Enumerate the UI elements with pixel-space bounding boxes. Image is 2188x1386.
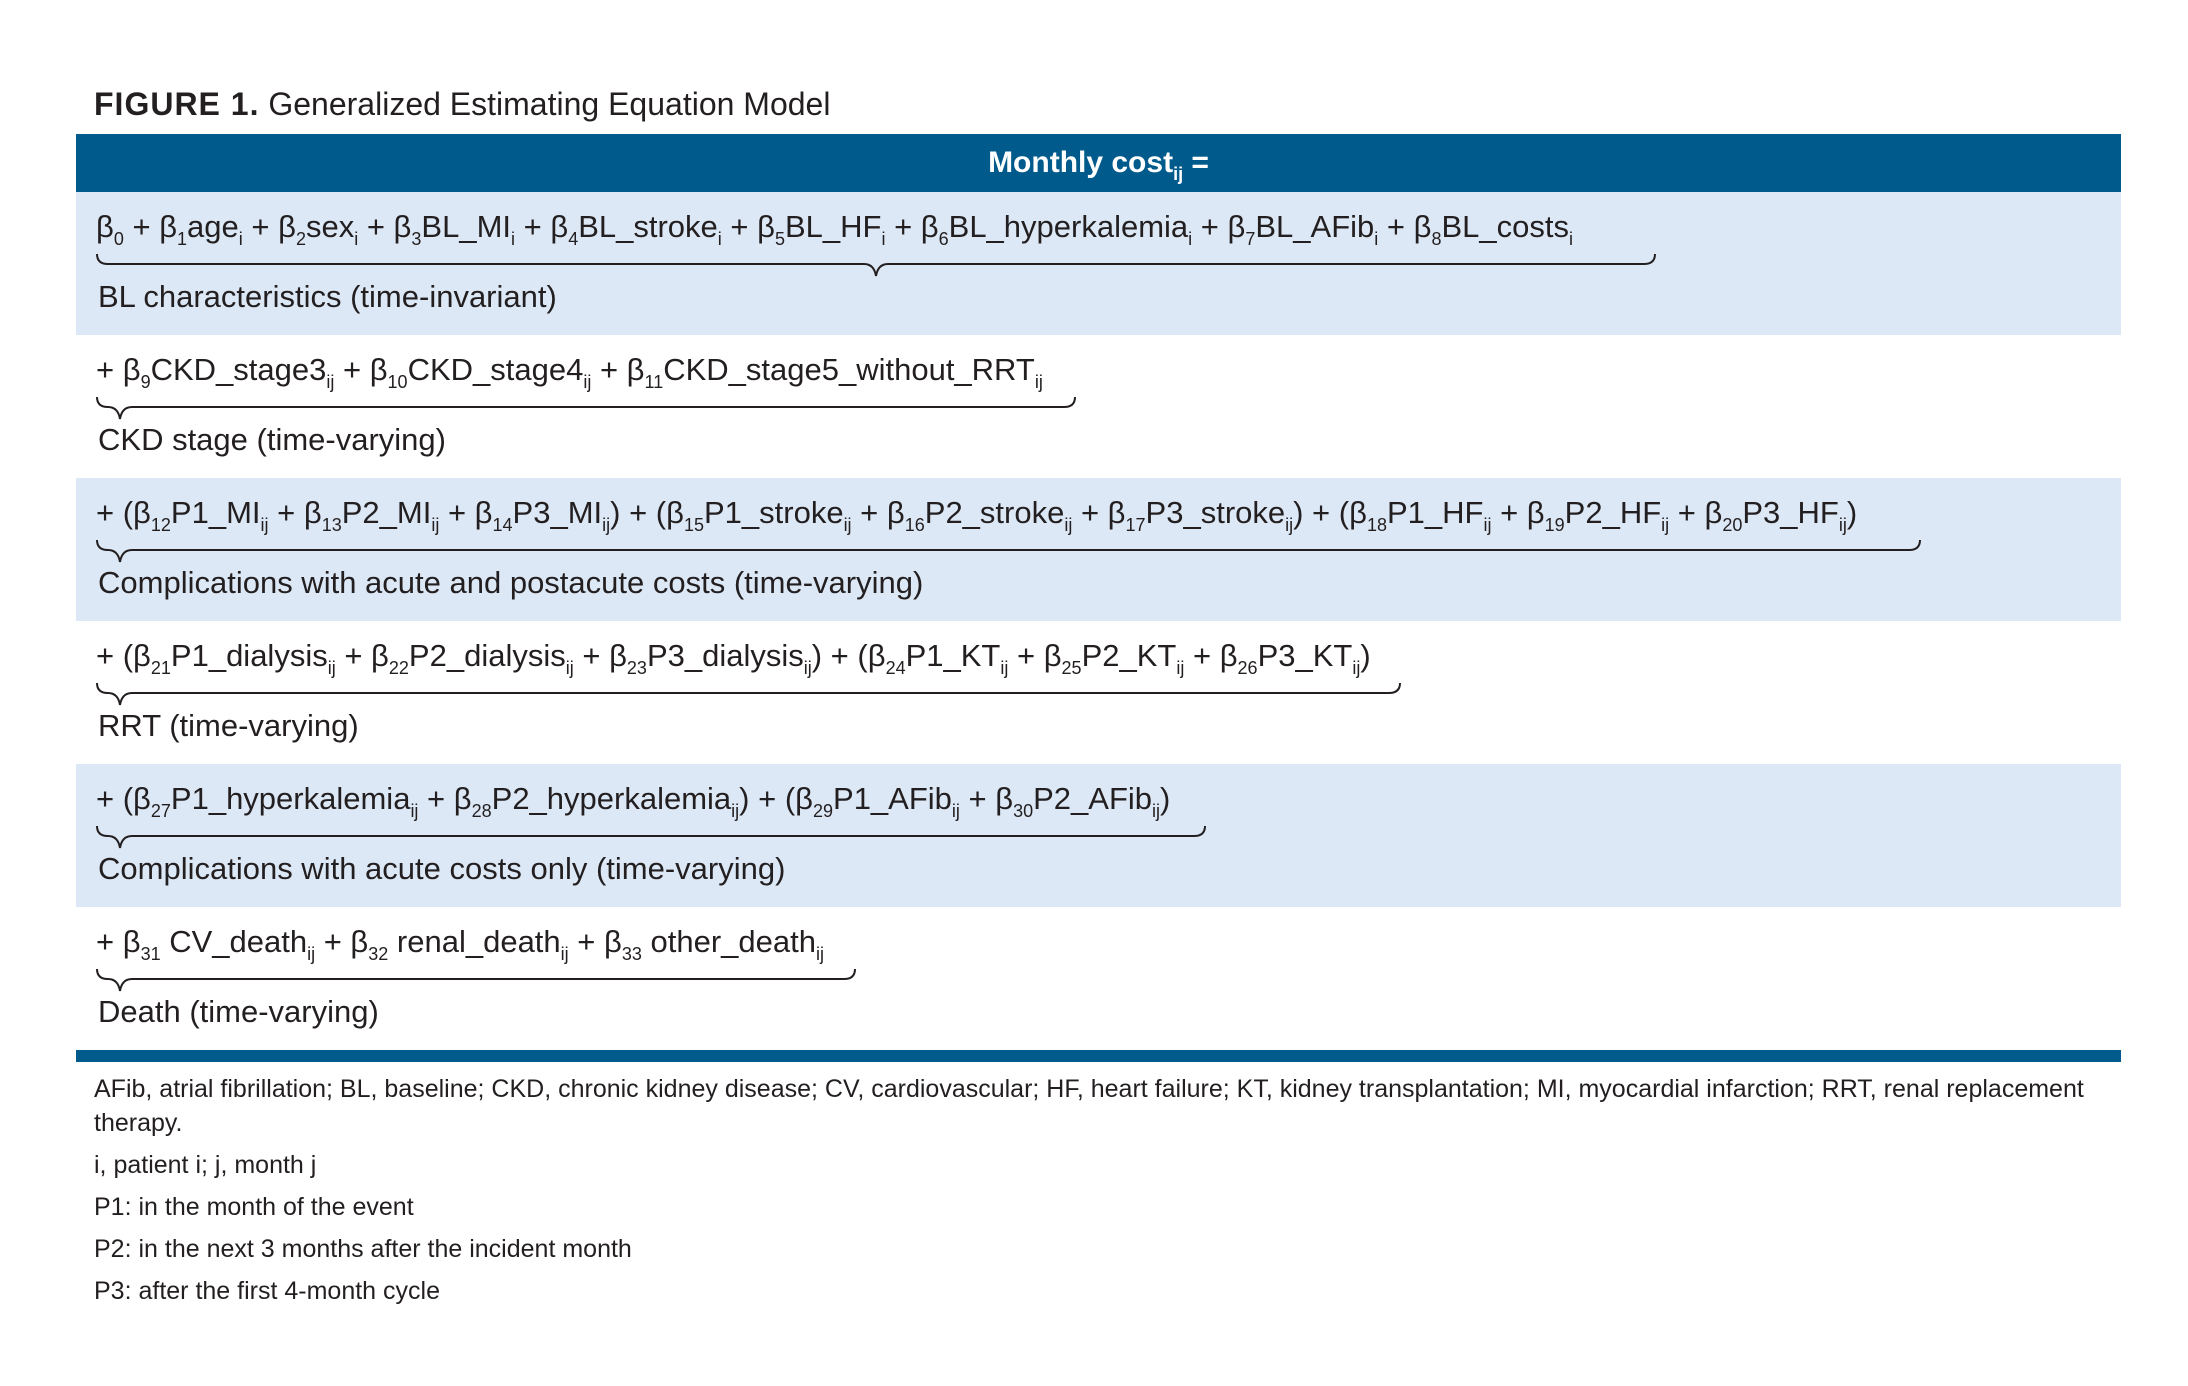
term-group-death [76, 907, 2121, 1050]
term-group-ckd-stage [76, 335, 2121, 478]
figure-label: FIGURE 1. [94, 86, 260, 122]
note-p3: P3: after the first 4-month cycle [94, 1277, 440, 1305]
note-p1: P1: in the month of the event [94, 1193, 414, 1221]
group-label: RRT (time-varying) [98, 708, 359, 743]
equation-line: + $\beta_{31}$ CV_death$_{ij}$ + $\beta_{32}$ renal_death$_{ij}$ + $\beta_{33}$ other_death$_{ij}$ [96, 924, 824, 964]
equation-line: + $\beta_9CKD\_stage3_{ij}$ + $\beta_{10}CKD\_stage4_{ij}$ + $\beta_{11}CKD\_stage5\_without\_RRT_{ij}$ [96, 352, 1043, 392]
header-suffix: = [1183, 146, 1209, 179]
bottom-rule [76, 1050, 2121, 1062]
figure-title [94, 84, 830, 124]
term-group-acute-only [76, 764, 2121, 907]
equation-header [76, 134, 2121, 192]
note-abbreviations: AFib, atrial fibrillation; BL, baseline; CKD, chronic kidney disease; CV, cardiovascular; HF, heart failure; KT, kidney transplantation; MI, myocardial infarction; RRT, renal replacement therapy. [94, 1075, 2084, 1137]
term-group-baseline [76, 192, 2121, 335]
term-group-acute-postacute [76, 478, 2121, 621]
note-p2: P2: in the next 3 months after the incident month [94, 1235, 632, 1263]
group-label: Death (time-varying) [98, 994, 379, 1029]
header-subscript: ij [1173, 164, 1184, 184]
group-label: Complications with acute and postacute costs (time-varying) [98, 565, 924, 600]
equation-line: $\beta_0 + \beta_1age_i + \beta_2sex_i$ + $\beta_3BL\_MI_i$ + $\beta_4BL\_stroke_i$ + $\beta_5BL\_HF_i$ + $\beta_6BL\_hyperkalemia_i$ + $\beta_7BL\_AFib_i$ + $\beta_8BL\_costs_i$ [96, 209, 1573, 249]
underbrace [96, 681, 1401, 707]
group-label: Complications with acute costs only (time-varying) [98, 851, 786, 886]
figure-caption: Generalized Estimating Equation Model [268, 86, 831, 122]
figure-notes [94, 1072, 2114, 1316]
underbrace [96, 538, 1921, 564]
equation-line: + ($\beta_{21}P1\_dialysis_{ij}$ + $\beta_{22}P2\_dialysis_{ij}$ + $\beta_{23}P3\_dialysis_{ij}$) + ($\beta_{24}P1\_KT_{ij}$ + $\beta_{25}P2\_KT_{ij}$ + $\beta_{26}P3\_KT_{ij}$) [96, 638, 1371, 678]
group-label: BL characteristics (time-invariant) [98, 279, 557, 314]
underbrace [96, 967, 856, 993]
term-group-rrt [76, 621, 2121, 764]
underbrace [96, 252, 1656, 278]
equation-line: + ($\beta_{27}P1\_hyperkalemia_{ij}$ + $\beta_{28}P2\_hyperkalemia_{ij}$) + ($\beta_{29}P1\_AFib_{ij}$ + $\beta_{30}P2\_AFib_{ij}$) [96, 781, 1171, 821]
group-label: CKD stage (time-varying) [98, 422, 446, 457]
underbrace [96, 824, 1206, 850]
underbrace [96, 395, 1076, 421]
equation-table [76, 134, 2121, 1062]
note-indices: i, patient i; j, month j [94, 1151, 317, 1179]
header-text: Monthly cost [988, 146, 1174, 179]
equation-line: + ($\beta_{12}P1\_MI_{ij}$ + $\beta_{13}P2\_MI_{ij}$ + $\beta_{14}P3\_MI_{ij}$) + ($\beta_{15}P1\_stroke_{ij}$ + $\beta_{16}P2\_stroke_{ij}$ + $\beta_{17}P3\_stroke_{ij}$) + ($\beta_{18}P1\_HF_{ij}$ + $\beta_{19}P2\_HF_{ij}$ + $\beta_{20}P3\_HF_{ij}$) [96, 495, 1858, 535]
